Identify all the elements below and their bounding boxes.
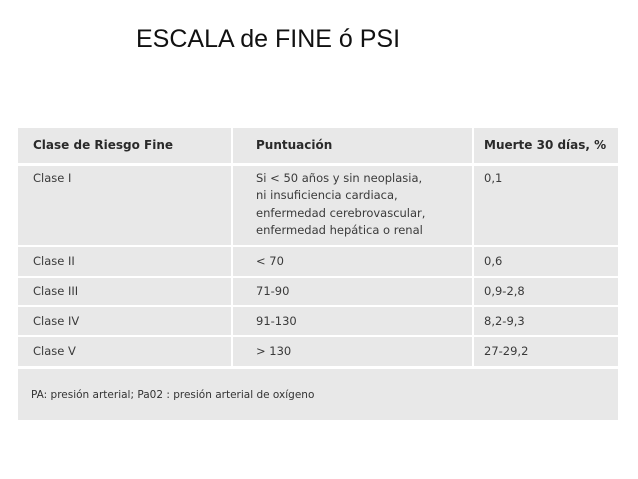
table-cell-muerte: 0,6: [484, 254, 503, 268]
header-muerte-30-dias: Muerte 30 días, %: [484, 138, 607, 152]
table-cell-muerte: 8,2-9,3: [484, 314, 525, 328]
table-cell-muerte: 0,1: [484, 171, 503, 185]
header-clase-riesgo: Clase de Riesgo Fine: [33, 138, 174, 152]
header-divider: [18, 163, 618, 166]
slide-title: ESCALA de FINE ó PSI: [136, 25, 401, 53]
table-cell-puntuacion: enfermedad cerebrovascular,: [256, 206, 426, 220]
table-cell-muerte: 27-29,2: [484, 344, 529, 358]
table-cell-puntuacion: Si < 50 años y sin neoplasia,: [256, 171, 423, 185]
fine-risk-table: [18, 128, 618, 420]
row-divider: [18, 276, 618, 278]
table-body-end-divider: [18, 366, 618, 369]
table-cell-clase: Clase II: [33, 254, 75, 268]
table-cell-clase: Clase IV: [33, 314, 80, 328]
table-cell-clase: Clase I: [33, 171, 72, 185]
table-cell-puntuacion: 91-130: [256, 314, 297, 328]
header-puntuacion: Puntuación: [256, 138, 333, 152]
table-cell-clase: Clase V: [33, 344, 76, 358]
table-cell-puntuacion: 71-90: [256, 284, 290, 298]
table-cell-puntuacion: ni insuficiencia cardiaca,: [256, 188, 398, 202]
table-cell-puntuacion: > 130: [256, 344, 292, 358]
column-divider: [231, 128, 233, 366]
row-divider: [18, 245, 618, 247]
table-cell-puntuacion: enfermedad hepática o renal: [256, 223, 423, 237]
table-cell-clase: Clase III: [33, 284, 79, 298]
row-divider: [18, 335, 618, 337]
column-divider: [472, 128, 474, 366]
row-divider: [18, 305, 618, 307]
table-cell-muerte: 0,9-2,8: [484, 284, 525, 298]
table-cell-puntuacion: < 70: [256, 254, 284, 268]
table-footnote: PA: presión arterial; Pa02 : presión arterial de oxígeno: [31, 389, 315, 401]
